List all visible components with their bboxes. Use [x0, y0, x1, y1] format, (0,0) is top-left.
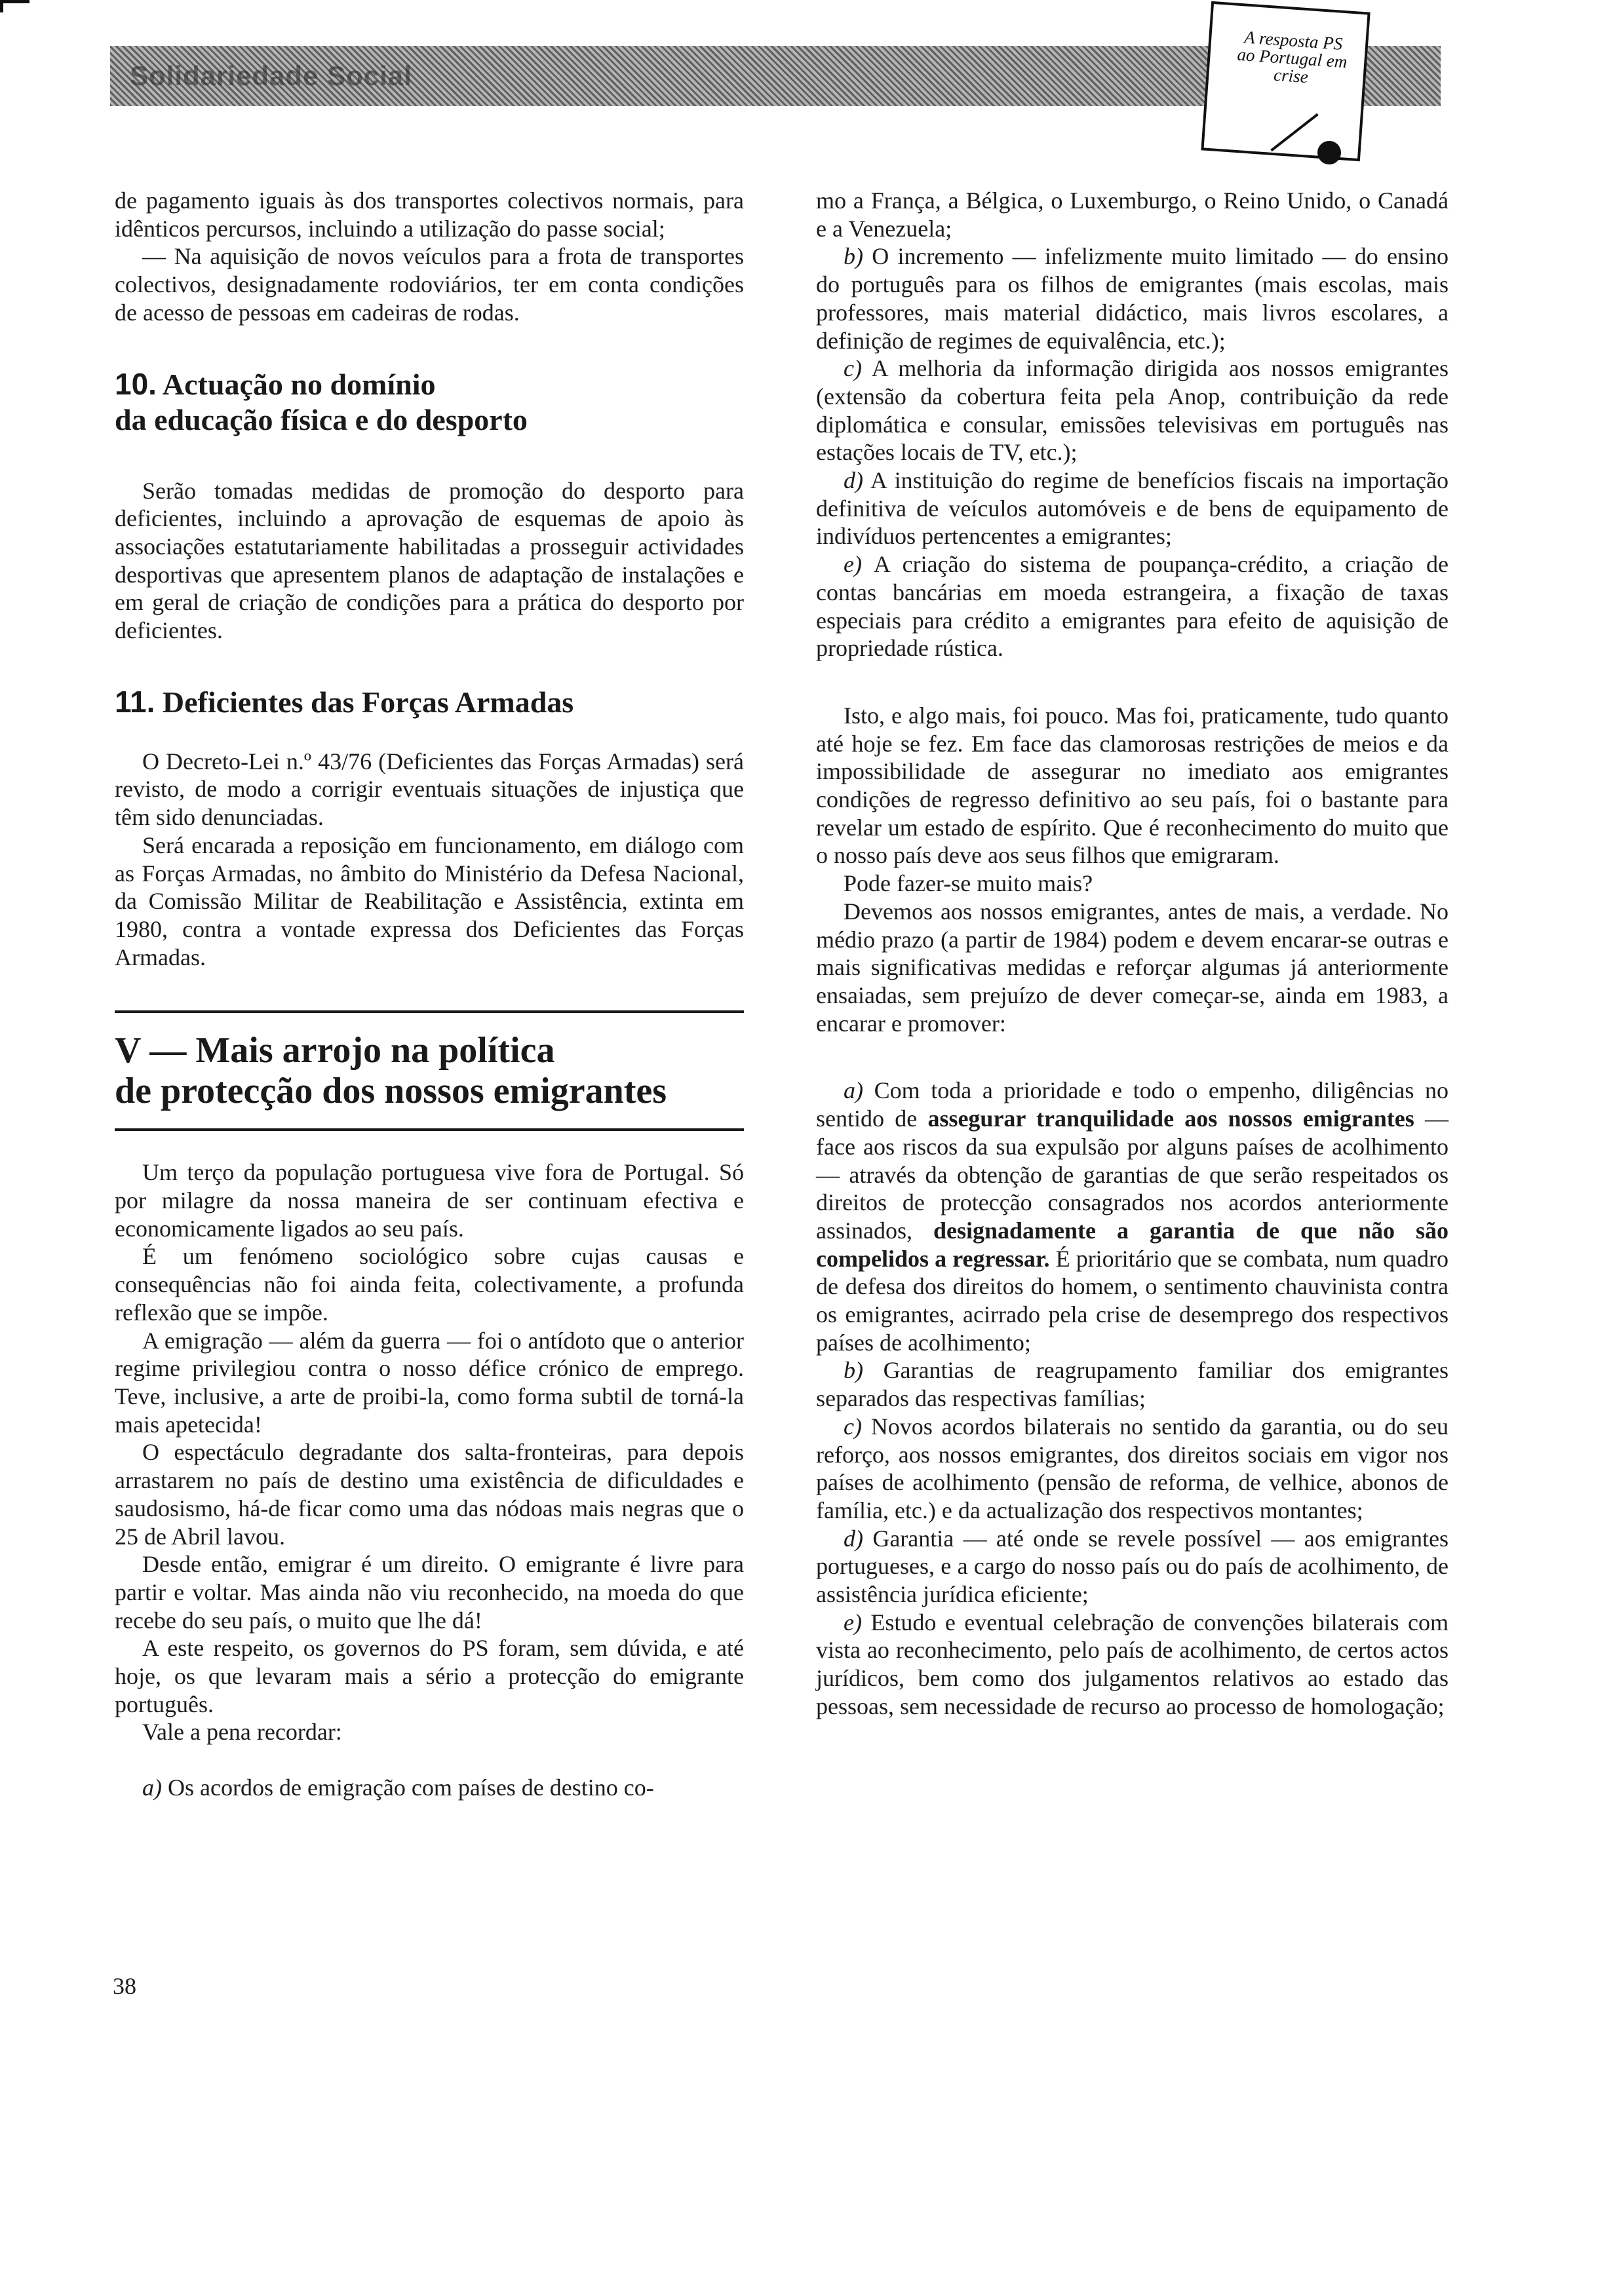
- chapter-title-line: V — Mais arrojo na política: [115, 1030, 555, 1071]
- section-number: 11.: [115, 684, 155, 719]
- left-column: [115, 187, 744, 1802]
- section-title-line: da educação física e do desporto: [115, 402, 528, 436]
- paragraph: Isto, e algo mais, foi pouco. Mas foi, praticamente, tudo quanto até hoje se fez. Em face das clamorosas restrições de meios e da impossibilidade de assegurar no imediato aos emigrantes condições de regresso definitivo ao seu país, foi o bastante para revelar um estado de espírito. Que é reconhecimento do muito que o nosso país deve aos seus filhos que emigraram.: [816, 702, 1449, 869]
- paragraph: de pagamento iguais às dos transportes colectivos normais, para idênticos percursos, incluindo a utilização do passe social;: [115, 187, 744, 242]
- list-item: [816, 1609, 1449, 1721]
- list-label: d): [844, 467, 863, 494]
- list-label: a): [844, 1077, 863, 1104]
- logo-text: A resposta PS ao Portugal em crise: [1236, 27, 1348, 87]
- emphasis-text: designadamente a garantia de que não são compelidos a regressar.: [816, 1217, 1449, 1272]
- paragraph: A este respeito, os governos do PS foram, sem dúvida, e até hoje, os que levaram mais a sério a protecção do emigrante português.: [115, 1635, 744, 1717]
- chapter-v-heading-block: [115, 1010, 744, 1131]
- section-title-line: Actuação no domínio: [162, 367, 436, 401]
- chapter-v-heading: [115, 1030, 744, 1111]
- list-label: b): [844, 243, 863, 270]
- paragraph: Serão tomadas medidas de promoção do desporto para deficientes, incluindo a aprovação de esquemas de apoio às associações estatutariamente habilitadas a prosseguir actividades desportivas que apresentem planos de adaptação de instalações e em geral de criação de condições para a prática do desporto por deficientes.: [115, 477, 744, 644]
- list-text: A criação do sistema de poupança-crédito, a criação de contas bancárias em moeda estrangeira, a fixação de taxas especiais para crédito a emigrantes para efeito de aquisição de propriedade rústica.: [816, 551, 1449, 662]
- list-label: e): [844, 1609, 862, 1636]
- list-label: b): [844, 1357, 863, 1384]
- list-label: d): [844, 1525, 863, 1552]
- list-text: A melhoria da informação dirigida aos nossos emigrantes (extensão da cobertura feita pela Anop, contribuição da rede diplomática e consular, emissões televisivas em português nas estações locais de TV, etc.);: [816, 355, 1449, 466]
- paragraph: Vale a pena recordar:: [142, 1719, 342, 1746]
- paragraph: O espectáculo degradante dos salta-fronteiras, para depois arrastarem no país de destino uma existência de dificuldades e saudosismo, há-de ficar como uma das nódoas mais negras que o 25 de Abril lavou.: [115, 1439, 744, 1550]
- list-label: c): [844, 355, 862, 382]
- list-item: [816, 1413, 1449, 1525]
- corner-scan-mark: [0, 0, 29, 12]
- rose-icon: [1317, 141, 1341, 164]
- list-item: [816, 1077, 1449, 1356]
- list-text: Novos acordos bilaterais no sentido da garantia, ou do seu reforço, aos nossos emigrantes, dos direitos sociais em vigor nos países de acolhimento (pensão de reforma, de velhice, abonos de família, etc.) e da actualização dos respectivos montantes;: [816, 1413, 1449, 1523]
- right-column: [816, 187, 1449, 1721]
- section-title-line: Deficientes das Forças Armadas: [162, 685, 574, 719]
- list-item: [816, 354, 1449, 467]
- paragraph: Pode fazer-se muito mais?: [844, 870, 1093, 897]
- section-10-heading: [115, 366, 744, 438]
- list-text: Garantia — até onde se revele possível — aos emigrantes portugueses, e a cargo do nosso país ou do país de acolhimento, de assistência jurídica eficiente;: [816, 1525, 1449, 1608]
- paragraph: mo a França, a Bélgica, o Luxemburgo, o Reino Unido, o Canadá e a Venezuela;: [816, 187, 1449, 242]
- list-label: c): [844, 1413, 862, 1440]
- list-text: Com toda a prioridade e todo o empenho, diligências no sentido de: [816, 1077, 1449, 1132]
- emphasis-text: assegurar tranquilidade aos nossos emigrantes: [927, 1105, 1414, 1132]
- list-text: Os acordos de emigração com países de destino co-: [168, 1774, 654, 1801]
- list-text: Estudo e eventual celebração de convenções bilaterais com vista ao reconhecimento, pelo país de acolhimento, de certos actos jurídicos, bem como dos julgamentos relativos ao estado das pessoas, sem necessidade de recurso ao processo de homologação;: [816, 1609, 1449, 1719]
- page-number: 38: [113, 1973, 136, 1999]
- list-label: e): [844, 551, 862, 578]
- paragraph: Um terço da população portuguesa vive fora de Portugal. Só por milagre da nossa maneira de ser continuam efectiva e economicamente ligados ao seu país.: [115, 1159, 744, 1242]
- list-text: — face aos riscos da sua expulsão por alguns países de acolhimento — através da obtenção de garantias de que serão respeitados os direitos de protecção consagrados nos acordos anteriormente assinados,: [816, 1105, 1449, 1244]
- list-item: [816, 550, 1449, 662]
- list-text: Garantias de reagrupamento familiar dos emigrantes separados das respectivas famílias;: [816, 1357, 1449, 1412]
- paragraph: A emigração — além da guerra — foi o antídoto que o anterior regime privilegiou contra o nosso défice crónico de emprego. Teve, inclusive, a arte de proibi-la, como forma subtil de torná-la mais apetecida!: [115, 1327, 744, 1438]
- list-label: a): [142, 1774, 162, 1801]
- list-item: [816, 1356, 1449, 1412]
- list-text: É prioritário que se combata, num quadro de defesa dos direitos do homem, o sentimento chauvinista contra os emigrantes, acirrado pela crise de desemprego dos respectivos países de acolhimento;: [816, 1245, 1449, 1356]
- paragraph: — Na aquisição de novos veículos para a frota de transportes colectivos, designadamente rodoviários, ter em conta condições de acesso de pessoas em cadeiras de rodas.: [115, 243, 744, 326]
- list-item: [816, 467, 1449, 550]
- list-item: [115, 1774, 744, 1802]
- section-11-heading: [115, 684, 744, 720]
- chapter-title-line: de protecção dos nossos emigrantes: [115, 1071, 667, 1112]
- paragraph: O Decreto-Lei n.º 43/76 (Deficientes das Forças Armadas) será revisto, de modo a corrigir eventuais situações de injustiça que têm sido denunciadas.: [115, 748, 744, 831]
- list-item: [816, 242, 1449, 354]
- paragraph: É um fenómeno sociológico sobre cujas causas e consequências não foi ainda feita, colectivamente, a profunda reflexão que se impõe.: [115, 1243, 744, 1326]
- list-text: O incremento — infelizmente muito limitado — do ensino do português para os filhos de emigrantes (mais escolas, mais professores, mais material didáctico, mais livros escolares, a definição de regimes de equivalência, etc.);: [816, 243, 1449, 354]
- paragraph: Desde então, emigrar é um direito. O emigrante é livre para partir e voltar. Mas ainda não viu reconhecido, na moeda do que recebe do seu país, o muito que lhe dá!: [115, 1551, 744, 1634]
- paragraph: Será encarada a reposição em funcionamento, em diálogo com as Forças Armadas, no âmbito do Ministério da Defesa Nacional, da Comissão Militar de Reabilitação e Assistência, extinta em 1980, contra a vontade expressa dos Deficientes das Forças Armadas.: [115, 832, 744, 970]
- paragraph: Devemos aos nossos emigrantes, antes de mais, a verdade. No médio prazo (a partir de 1984) podem e devem encarar-se outras e mais significativas medidas e reforçar algumas já anteriormente ensaiadas, sem prejuízo de dever começar-se, ainda em 1983, a encarar e promover:: [816, 898, 1449, 1037]
- banner-title: Solidariedade Social: [130, 60, 412, 91]
- section-number: 10.: [115, 366, 157, 401]
- list-item: [816, 1525, 1449, 1609]
- list-text: A instituição do regime de benefícios fiscais na importação definitiva de veículos automóveis e de bens de equipamento de indivíduos pertencentes a emigrantes;: [816, 467, 1449, 550]
